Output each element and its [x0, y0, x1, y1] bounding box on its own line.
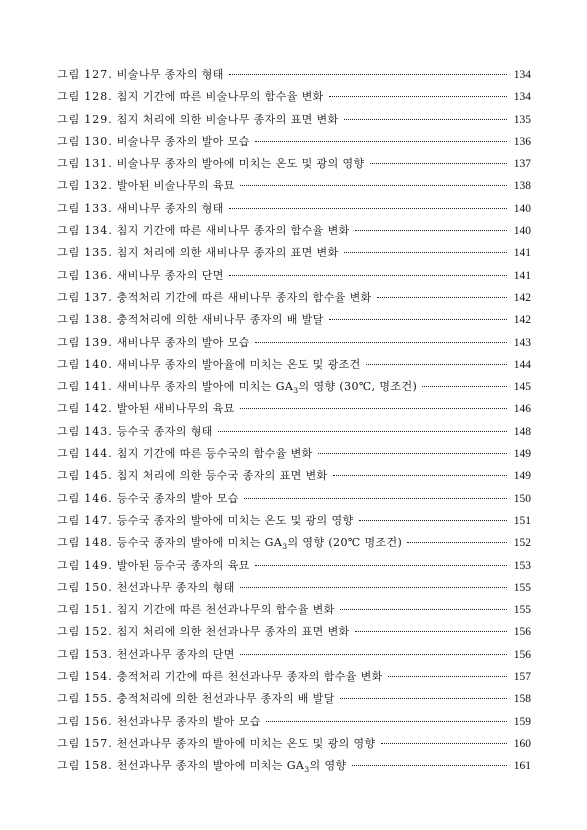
- toc-entry[interactable]: [57, 220, 531, 242]
- figure-title: [117, 175, 238, 197]
- dot-leader: [340, 608, 507, 610]
- figure-title-text: 침지 기간에 따른 비술나무의 함수율 변화: [116, 90, 324, 104]
- dot-leader: [388, 675, 507, 677]
- dot-leader: [329, 95, 507, 97]
- toc-entry[interactable]: [57, 644, 531, 666]
- figure-title-text: 충적처리 기간에 따른 새비나무 종자의 함수율 변화: [116, 290, 372, 304]
- figure-prefix: 그림: [57, 290, 81, 304]
- figure-number: 149.: [84, 558, 113, 572]
- figure-prefix: 그림: [57, 603, 81, 617]
- figure-title-text: 등수국 종자의 형태: [116, 424, 213, 438]
- figure-prefix: 그림: [57, 558, 81, 572]
- toc-entry[interactable]: [57, 421, 531, 443]
- page-number: 143: [513, 336, 531, 349]
- page-number: 140: [513, 225, 531, 238]
- figure-title-text: 비술나무 종자의 발아에 미치는 온도 및 광의 영향: [116, 157, 365, 171]
- figure-title-text: 침지 처리에 의한 등수국 종자의 표면 변화: [116, 469, 328, 483]
- figure-prefix: 그림: [57, 424, 81, 438]
- figure-prefix: 그림: [57, 313, 81, 327]
- toc-entry[interactable]: [57, 265, 531, 287]
- page-number: 161: [513, 760, 531, 773]
- dot-leader: [240, 407, 507, 409]
- figure-title: [117, 555, 253, 577]
- figure-title-text: 천선과나무 종자의 발아에 미치는 온도 및 광의 영향: [116, 736, 376, 750]
- toc-entry[interactable]: [57, 332, 531, 354]
- dot-leader: [366, 363, 507, 365]
- page-number: 160: [513, 737, 531, 750]
- toc-entry[interactable]: [57, 309, 531, 331]
- figure-number: 152.: [84, 625, 113, 639]
- page-number: 137: [513, 158, 531, 171]
- figure-prefix: 그림: [57, 357, 81, 371]
- figure-number: 148.: [84, 536, 113, 550]
- dot-leader: [340, 697, 507, 699]
- figure-title-text: 침지 처리에 의한 천선과나무 종자의 표면 변화: [116, 625, 350, 639]
- figure-prefix: 그림: [57, 201, 81, 215]
- figure-title: [117, 131, 253, 153]
- figure-title-suffix: 의 영향: [309, 759, 347, 773]
- figure-number: 132.: [84, 179, 113, 193]
- figure-prefix: 그림: [57, 157, 81, 171]
- figure-number: 153.: [84, 647, 113, 661]
- figure-title-text: 충적처리 기간에 따른 천선과나무 종자의 함수율 변화: [116, 670, 383, 684]
- figure-title: [117, 64, 227, 86]
- dot-leader: [329, 318, 507, 320]
- toc-entry[interactable]: [57, 376, 531, 398]
- toc-entry[interactable]: [57, 64, 531, 86]
- figure-title: [117, 532, 405, 554]
- toc-entry[interactable]: [57, 555, 531, 577]
- figure-title-text: 새비나무 종자의 발아에 미치는 GA: [116, 380, 294, 394]
- figure-title-text: 등수국 종자의 발아에 미치는 GA: [116, 536, 283, 550]
- page-number: 142: [513, 291, 531, 304]
- toc-entry[interactable]: [57, 666, 531, 688]
- figure-title-text: 침지 기간에 따른 등수국의 함수율 변화: [116, 447, 313, 461]
- toc-entry[interactable]: [57, 354, 531, 376]
- figure-title: [117, 443, 316, 465]
- figure-number: 143.: [84, 424, 113, 438]
- figure-title: [117, 599, 338, 621]
- figure-number: 130.: [84, 134, 113, 148]
- figure-title: [117, 287, 375, 309]
- figure-number: 129.: [84, 112, 113, 126]
- figure-number: 135.: [84, 246, 113, 260]
- figure-prefix: 그림: [57, 380, 81, 394]
- toc-entry[interactable]: [57, 153, 531, 175]
- figure-number: 141.: [84, 380, 113, 394]
- figure-title-text: 침지 처리에 의한 비술나무 종자의 표면 변화: [116, 112, 339, 126]
- figure-number: 151.: [84, 603, 113, 617]
- toc-entry[interactable]: [57, 443, 531, 465]
- dot-leader: [355, 229, 507, 231]
- toc-entry[interactable]: [57, 688, 531, 710]
- figure-title-text: 새비나무 종자의 형태: [116, 201, 224, 215]
- dot-leader: [229, 207, 507, 209]
- figure-title-text: 등수국 종자의 발아 모습: [116, 491, 239, 505]
- figure-title: [117, 354, 364, 376]
- figure-number: 128.: [84, 90, 113, 104]
- figure-number: 133.: [84, 201, 113, 215]
- dot-leader: [240, 586, 507, 588]
- figure-title-text: 발아된 등수국 종자의 육묘: [116, 558, 250, 572]
- page-number: 142: [513, 314, 531, 327]
- dot-leader: [255, 341, 507, 343]
- toc-entry[interactable]: [57, 711, 531, 733]
- dot-leader: [422, 385, 507, 387]
- figure-prefix: 그림: [57, 736, 81, 750]
- dot-leader: [377, 296, 507, 298]
- figure-prefix: 그림: [57, 714, 81, 728]
- figure-number: 147.: [84, 513, 113, 527]
- toc-entry[interactable]: [57, 510, 531, 532]
- dot-leader: [255, 564, 507, 566]
- toc-entry[interactable]: [57, 621, 531, 643]
- figure-number: 154.: [84, 670, 113, 684]
- dot-leader: [218, 430, 507, 432]
- figure-title: [117, 109, 342, 131]
- figure-prefix: 그림: [57, 335, 81, 349]
- figure-title-suffix: 의 영향 (30℃, 명조건): [298, 380, 418, 394]
- figure-prefix: 그림: [57, 759, 81, 773]
- figure-number: 131.: [84, 157, 113, 171]
- page-number: 157: [513, 671, 531, 684]
- figure-title: [117, 688, 338, 710]
- page-number: 148: [513, 425, 531, 438]
- toc-entry[interactable]: [57, 599, 531, 621]
- figure-title-text: 천선과나무 종자의 발아에 미치는 GA: [116, 759, 305, 773]
- figure-title-text: 등수국 종자의 발아에 미치는 온도 및 광의 영향: [116, 513, 354, 527]
- dot-leader: [255, 140, 507, 142]
- figure-title: [117, 153, 368, 175]
- toc-entry[interactable]: [57, 465, 531, 487]
- page-number: 140: [513, 202, 531, 215]
- figure-title-text: 새비나무 종자의 발아 모습: [116, 335, 250, 349]
- toc-entry[interactable]: [57, 733, 531, 755]
- figure-title: [117, 86, 327, 108]
- figure-title-subscript: 3: [282, 542, 288, 552]
- page-number: 149: [513, 470, 531, 483]
- figure-title: [117, 465, 331, 487]
- page-number: 145: [513, 381, 531, 394]
- figure-number: 138.: [84, 313, 113, 327]
- figure-title-text: 비술나무 종자의 형태: [116, 68, 224, 81]
- figure-number: 142.: [84, 402, 113, 416]
- figure-prefix: 그림: [57, 134, 81, 148]
- figure-title-text: 비술나무 종자의 발아 모습: [116, 134, 250, 148]
- figure-number: 144.: [84, 447, 113, 461]
- figure-title-text: 천선과나무 종자의 발아 모습: [116, 714, 261, 728]
- page-number: 138: [513, 180, 531, 193]
- page-number: 156: [513, 626, 531, 639]
- figure-prefix: 그림: [57, 647, 81, 661]
- figure-title-subscript: 3: [304, 765, 310, 775]
- dot-leader: [355, 630, 507, 632]
- figure-title-subscript: 3: [293, 386, 299, 396]
- page-number: 135: [513, 113, 531, 126]
- figure-prefix: 그림: [57, 68, 81, 81]
- figure-prefix: 그림: [57, 112, 81, 126]
- figure-list: [57, 64, 531, 778]
- page-number: 134: [513, 91, 531, 104]
- toc-entry[interactable]: [57, 109, 531, 131]
- dot-leader: [318, 452, 507, 454]
- dot-leader: [266, 720, 507, 722]
- figure-title-text: 새비나무 종자의 발아율에 미치는 온도 및 광조건: [116, 357, 361, 371]
- page-number: 141: [513, 269, 531, 282]
- dot-leader: [229, 73, 507, 75]
- figure-title: [117, 733, 379, 755]
- figure-title: [117, 309, 327, 331]
- figure-number: 139.: [84, 335, 113, 349]
- figure-title: [117, 644, 238, 666]
- figure-title-text: 새비나무 종자의 단면: [116, 268, 224, 282]
- figure-title-text: 천선과나무 종자의 형태: [116, 580, 235, 594]
- figure-prefix: 그림: [57, 692, 81, 706]
- figure-title: [117, 421, 216, 443]
- dot-leader: [240, 653, 507, 655]
- figure-title-text: 천선과나무 종자의 단면: [116, 647, 235, 661]
- toc-entry[interactable]: [57, 577, 531, 599]
- figure-number: 140.: [84, 357, 113, 371]
- dot-leader: [229, 274, 507, 276]
- toc-entry[interactable]: [57, 532, 531, 554]
- figure-title: [117, 755, 350, 777]
- figure-title: [117, 510, 357, 532]
- toc-entry[interactable]: [57, 398, 531, 420]
- figure-number: 150.: [84, 580, 113, 594]
- page-number: 159: [513, 715, 531, 728]
- page-number: 134: [513, 69, 531, 81]
- figure-title: [117, 711, 264, 733]
- figure-title: [117, 198, 227, 220]
- figure-title: [117, 488, 242, 510]
- page-number: 155: [513, 581, 531, 594]
- toc-entry[interactable]: [57, 86, 531, 108]
- figure-title: [117, 666, 386, 688]
- dot-leader: [244, 497, 507, 499]
- page-number: 144: [513, 358, 531, 371]
- figure-title-text: 충적처리에 의한 새비나무 종자의 배 발달: [116, 313, 324, 327]
- toc-entry[interactable]: [57, 242, 531, 264]
- page-number: 149: [513, 448, 531, 461]
- page-number: 158: [513, 693, 531, 706]
- page-number: 150: [513, 492, 531, 505]
- dot-leader: [333, 474, 507, 476]
- page-number: 146: [513, 403, 531, 416]
- figure-prefix: 그림: [57, 513, 81, 527]
- figure-title: [117, 332, 253, 354]
- dot-leader: [359, 519, 507, 521]
- page-number: 155: [513, 604, 531, 617]
- figure-prefix: 그림: [57, 625, 81, 639]
- figure-number: 157.: [84, 736, 113, 750]
- figure-prefix: 그림: [57, 469, 81, 483]
- figure-title: [117, 220, 353, 242]
- figure-number: 145.: [84, 469, 113, 483]
- figure-prefix: 그림: [57, 670, 81, 684]
- dot-leader: [407, 541, 507, 543]
- figure-title: [117, 242, 342, 264]
- dot-leader: [381, 742, 507, 744]
- page-number: 156: [513, 648, 531, 661]
- figure-prefix: 그림: [57, 90, 81, 104]
- figure-title-text: 침지 기간에 따른 천선과나무의 함수율 변화: [116, 603, 335, 617]
- figure-number: 155.: [84, 692, 113, 706]
- figure-prefix: 그림: [57, 536, 81, 550]
- toc-entry[interactable]: [57, 131, 531, 153]
- page-number: 136: [513, 135, 531, 148]
- figure-prefix: 그림: [57, 179, 81, 193]
- figure-number: 156.: [84, 714, 113, 728]
- figure-prefix: 그림: [57, 580, 81, 594]
- figure-title-text: 발아된 새비나무의 육묘: [116, 402, 235, 416]
- dot-leader: [240, 184, 507, 186]
- figure-title: [117, 265, 227, 287]
- toc-entry[interactable]: [57, 287, 531, 309]
- figure-title-text: 충적처리에 의한 천선과나무 종자의 배 발달: [116, 692, 335, 706]
- figure-title: [117, 621, 353, 643]
- page-number: 152: [513, 537, 531, 550]
- figure-number: 146.: [84, 491, 113, 505]
- figure-title-text: 침지 처리에 의한 새비나무 종자의 표면 변화: [116, 246, 339, 260]
- toc-entry[interactable]: [57, 488, 531, 510]
- figure-title: [117, 577, 238, 599]
- figure-title-text: 침지 기간에 따른 새비나무 종자의 함수율 변화: [116, 224, 350, 238]
- dot-leader: [344, 118, 507, 120]
- dot-leader: [352, 764, 507, 766]
- page-number: 151: [513, 514, 531, 527]
- figure-number: 158.: [84, 759, 113, 773]
- dot-leader: [370, 162, 507, 164]
- figure-prefix: 그림: [57, 447, 81, 461]
- figure-prefix: 그림: [57, 268, 81, 282]
- figure-number: 136.: [84, 268, 113, 282]
- toc-entry[interactable]: [57, 198, 531, 220]
- dot-leader: [344, 251, 507, 253]
- figure-number: 134.: [84, 224, 113, 238]
- figure-number: 127.: [84, 68, 113, 81]
- figure-prefix: 그림: [57, 224, 81, 238]
- page-number: 153: [513, 559, 531, 572]
- figure-title-text: 발아된 비술나무의 육묘: [116, 179, 235, 193]
- page-number: 141: [513, 247, 531, 260]
- figure-number: 137.: [84, 290, 113, 304]
- figure-prefix: 그림: [57, 491, 81, 505]
- toc-entry[interactable]: [57, 175, 531, 197]
- figure-title: [117, 376, 420, 398]
- figure-prefix: 그림: [57, 246, 81, 260]
- figure-title-suffix: 의 영향 (20℃ 명조건): [287, 536, 403, 550]
- figure-title: [117, 398, 238, 420]
- figure-prefix: 그림: [57, 402, 81, 416]
- toc-entry[interactable]: [57, 755, 531, 777]
